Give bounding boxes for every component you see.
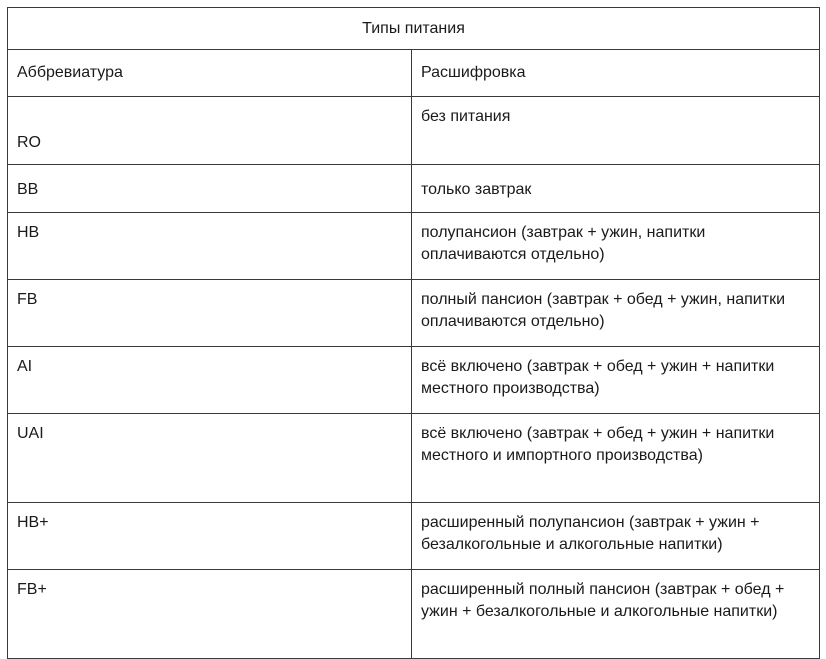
meal-types-table [7, 7, 820, 659]
decoding-cell: полупансион (завтрак + ужин, напитки оплачиваются отдельно) [412, 213, 820, 280]
abbreviation-cell: FB [8, 280, 412, 347]
table-row [8, 570, 820, 659]
meal-types-table-container [7, 7, 819, 659]
decoding-cell: без питания [412, 97, 820, 165]
header-decoding: Расшифровка [412, 50, 820, 97]
decoding-cell: всё включено (завтрак + обед + ужин + напитки местного производства) [412, 347, 820, 414]
table-header-row [8, 50, 820, 97]
decoding-cell: расширенный полный пансион (завтрак + обед + ужин + безалкогольные и алкогольные напитки) [412, 570, 820, 659]
table-title-row [8, 8, 820, 50]
header-abbreviation: Аббревиатура [8, 50, 412, 97]
abbreviation-cell: HB+ [8, 503, 412, 570]
table-row [8, 347, 820, 414]
abbreviation-cell: AI [8, 347, 412, 414]
abbreviation-cell: HB [8, 213, 412, 280]
table-row [8, 165, 820, 213]
abbreviation-cell: RO [8, 97, 412, 165]
table-row [8, 280, 820, 347]
decoding-cell: полный пансион (завтрак + обед + ужин, напитки оплачиваются отдельно) [412, 280, 820, 347]
abbreviation-cell: FB+ [8, 570, 412, 659]
table-row [8, 414, 820, 503]
abbreviation-cell: UAI [8, 414, 412, 503]
decoding-cell: только завтрак [412, 165, 820, 213]
abbreviation-cell: BB [8, 165, 412, 213]
table-row [8, 503, 820, 570]
decoding-cell: всё включено (завтрак + обед + ужин + напитки местного и импортного производства) [412, 414, 820, 503]
table-row [8, 97, 820, 165]
table-row [8, 213, 820, 280]
table-title: Типы питания [8, 8, 820, 50]
decoding-cell: расширенный полупансион (завтрак + ужин + безалкогольные и алкогольные напитки) [412, 503, 820, 570]
